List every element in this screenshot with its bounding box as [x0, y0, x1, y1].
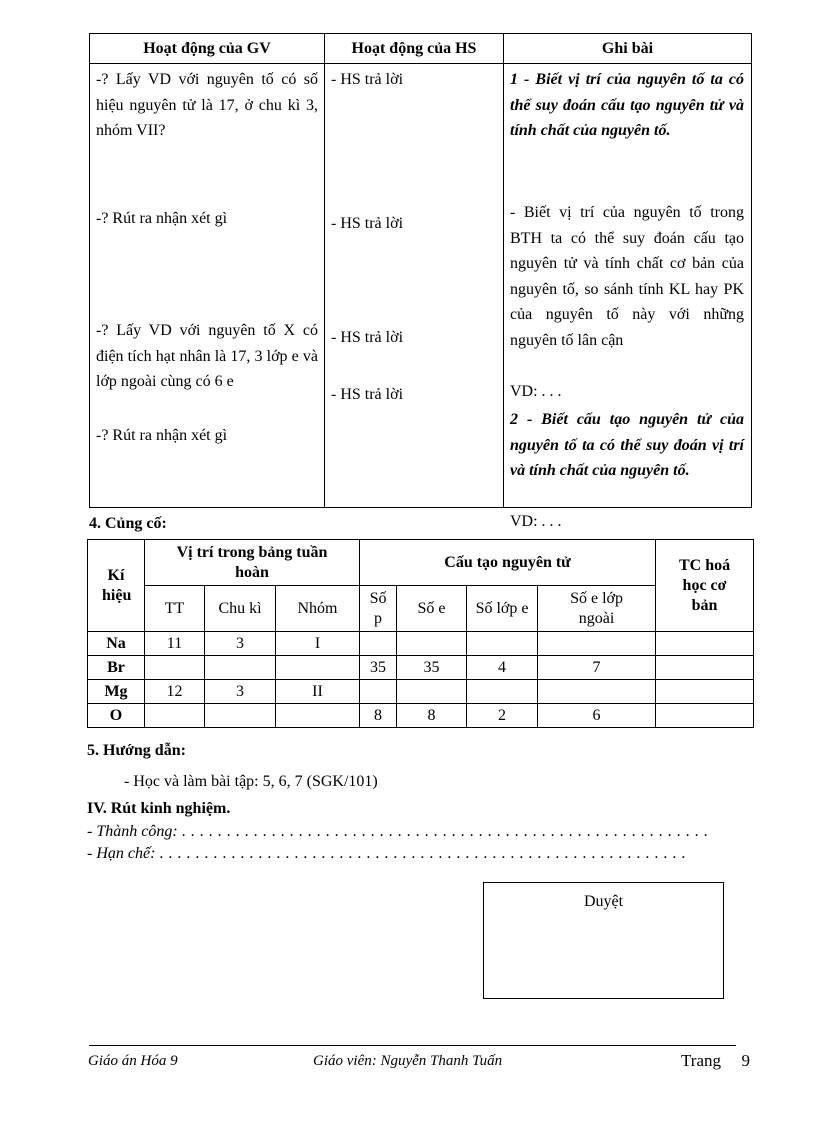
footer-course: Giáo án Hóa 9: [88, 1053, 178, 1069]
cell-group: II: [276, 680, 360, 704]
summary-header-row-2: [88, 586, 754, 632]
cell-period: [205, 704, 276, 728]
section5-title: 5. Hướng dẫn:: [87, 742, 186, 759]
section4-title: 4. Củng cố:: [89, 515, 167, 532]
gv-question-2: -? Rút ra nhận xét gì: [96, 210, 228, 227]
cell-period: 3: [205, 680, 276, 704]
cell-shells: 4: [467, 656, 538, 680]
cell-electrons: 8: [397, 704, 467, 728]
footer-page: [681, 1051, 750, 1071]
limit-label: - Hạn chế:: [87, 845, 156, 862]
header-chem-props: TC hoá học cơ bản: [656, 540, 754, 632]
cell-shells: 2: [467, 704, 538, 728]
cell-shells: [467, 680, 538, 704]
cell-chem-props: [656, 632, 754, 656]
header-hs: Hoạt động của HS: [325, 34, 504, 64]
cell-protons: 35: [360, 656, 397, 680]
header-structure: Cấu tạo nguyên tử: [360, 540, 656, 586]
gv-question-1: -? Lấy VD với nguyên tố có số hiệu nguyên tử là 17, ở chu kì 3, nhóm VII?: [96, 71, 318, 139]
header-electrons: Số e: [397, 586, 467, 632]
header-outer-electrons: Số e lớp ngoài: [538, 586, 656, 632]
cell-outer-electrons: [538, 632, 656, 656]
header-position: Vị trí trong bảng tuần hoàn: [145, 540, 360, 586]
cell-tt: 12: [145, 680, 205, 704]
table-row: [88, 704, 754, 728]
hs-answer-3: - HS trả lời: [331, 329, 404, 346]
activity-header-row: [90, 34, 752, 64]
limit-line: [87, 845, 752, 863]
notes-body-1: - Biết vị trí của nguyên tố trong BTH ta có thể suy đoán cấu tạo nguyên tử và tính chất cơ bản của nguyên tố, so sánh tính KL hay PK của nguyên tố này với những nguyên tố lân cận: [510, 204, 744, 349]
notes-example-2: VD: . . .: [510, 513, 562, 530]
hs-cell: [325, 64, 504, 508]
cell-group: I: [276, 632, 360, 656]
gv-cell: [90, 64, 325, 508]
cell-symbol: Mg: [88, 680, 145, 704]
success-line: [87, 823, 752, 841]
cell-outer-electrons: 6: [538, 704, 656, 728]
page-number: 9: [741, 1051, 750, 1070]
header-period: Chu kì: [205, 586, 276, 632]
footer-divider: [89, 1045, 736, 1046]
cell-period: 3: [205, 632, 276, 656]
cell-group: [276, 704, 360, 728]
cell-protons: 8: [360, 704, 397, 728]
cell-protons: [360, 632, 397, 656]
cell-group: [276, 656, 360, 680]
header-gv: Hoạt động của GV: [90, 34, 325, 64]
table-row: [88, 680, 754, 704]
cell-chem-props: [656, 704, 754, 728]
header-protons: Số p: [360, 586, 397, 632]
cell-chem-props: [656, 656, 754, 680]
cell-symbol: Br: [88, 656, 145, 680]
cell-electrons: 35: [397, 656, 467, 680]
approval-label: Duyệt: [583, 893, 624, 910]
cell-electrons: [397, 632, 467, 656]
activity-body-row: [90, 64, 752, 508]
cell-chem-props: [656, 680, 754, 704]
header-group: Nhóm: [276, 586, 360, 632]
summary-header-row-1: [88, 540, 754, 586]
cell-tt: 11: [145, 632, 205, 656]
cell-symbol: O: [88, 704, 145, 728]
header-symbol: Kí hiệu: [88, 540, 145, 632]
table-row: [88, 656, 754, 680]
hs-answer-1: - HS trả lời: [331, 71, 404, 88]
cell-electrons: [397, 680, 467, 704]
gv-question-3: -? Lấy VD với nguyên tố X có điện tích hạt nhân là 17, 3 lớp e và lớp ngoài cùng có 6 e: [96, 322, 318, 390]
table-row: [88, 632, 754, 656]
cell-outer-electrons: [538, 680, 656, 704]
approval-box: [483, 882, 724, 999]
cell-symbol: Na: [88, 632, 145, 656]
limit-dots: . . . . . . . . . . . . . . . . . . . . . . . . . . . . . . . . . . . . . . . . . . . . . . . . . . . . . . . . . . .: [159, 845, 686, 862]
cell-period: [205, 656, 276, 680]
success-label: - Thành công:: [87, 823, 178, 840]
notes-example-1: VD: . . .: [510, 383, 562, 400]
notes-heading-2: 2 - Biết cấu tạo nguyên tử của nguyên tố ta có thể suy đoán vị trí và tính chất của nguyên tố.: [510, 411, 744, 479]
notes-heading-1: 1 - Biết vị trí của nguyên tố ta có thể suy đoán cấu tạo nguyên tử và tính chất của nguyên tố.: [510, 71, 744, 139]
hs-answer-2: - HS trả lời: [331, 215, 404, 232]
header-shells: Số lớp e: [467, 586, 538, 632]
summary-table: [87, 539, 754, 728]
cell-tt: [145, 704, 205, 728]
hs-answer-4: - HS trả lời: [331, 386, 404, 403]
success-dots: . . . . . . . . . . . . . . . . . . . . . . . . . . . . . . . . . . . . . . . . . . . . . . . . . . . . . . . . . . .: [181, 823, 709, 840]
footer-teacher: Giáo viên: Nguyễn Thanh Tuấn: [313, 1053, 503, 1069]
header-tt: TT: [145, 586, 205, 632]
homework-item: - Học và làm bài tập: 5, 6, 7 (SGK/101): [124, 773, 378, 790]
cell-shells: [467, 632, 538, 656]
cell-protons: [360, 680, 397, 704]
section-iv-title: IV. Rút kinh nghiệm.: [87, 800, 231, 817]
header-notes: Ghi bài: [504, 34, 752, 64]
notes-cell: [504, 64, 752, 530]
page-label: Trang: [681, 1051, 721, 1070]
cell-outer-electrons: 7: [538, 656, 656, 680]
cell-tt: [145, 656, 205, 680]
gv-question-4: -? Rút ra nhận xét gì: [96, 427, 228, 444]
